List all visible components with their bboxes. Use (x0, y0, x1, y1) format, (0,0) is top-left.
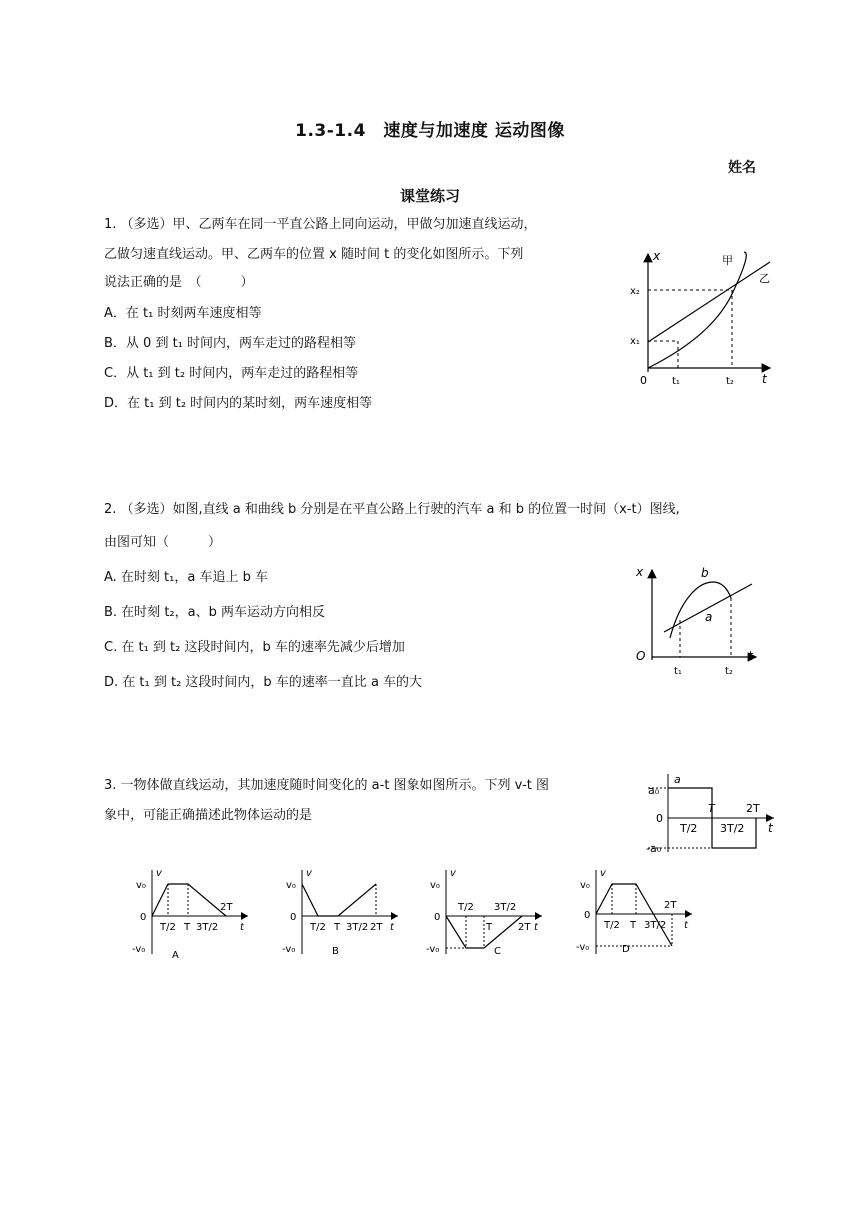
q1-t1-label: t₁ (672, 376, 680, 387)
vt-tick-T2: T/2 (310, 922, 326, 933)
vt-tick-3T2: 3T/2 (196, 922, 219, 933)
vt-v0-label: v₀ (580, 880, 590, 891)
page-title: 1.3-1.4 速度与加速度 运动图像 (295, 121, 565, 141)
q3-option-a-graph (130, 864, 260, 962)
vt-t-label: t (390, 922, 394, 933)
vt-option-label: C (494, 946, 501, 957)
q1-label-yi: 乙 (759, 272, 770, 285)
vt-t-label: t (684, 920, 688, 931)
q1-label-jia: 甲 (722, 254, 733, 267)
vt-v-label: v (600, 868, 606, 879)
q2-t2-label: t₂ (725, 666, 733, 677)
q1-stem-line-1: 1. （多选）甲、乙两车在同一平直公路上同向运动，甲做匀加速直线运动， (104, 217, 537, 232)
q3-at-x-label: t (768, 821, 773, 835)
vt-option-label: D (622, 944, 630, 955)
vt-option-label: A (172, 950, 179, 961)
vt-zero-label: 0 (434, 912, 441, 923)
vt-v0-label: v₀ (430, 880, 440, 891)
vt-v0-label: v₀ (286, 880, 296, 891)
q2-option-c: C. 在 t₁ 到 t₂ 这段时间内，b 车的速率先减少后增加 (104, 640, 405, 655)
q2-curve-b (670, 582, 731, 638)
q3-stem-line-2: 象中，可能正确描述此物体运动的是 (104, 808, 313, 823)
q3-option-d-graph (574, 864, 704, 962)
q1-origin: 0 (640, 374, 647, 387)
q3-at-y-label: a (674, 773, 681, 786)
vt-tick-3T2: 3T/2 (494, 902, 517, 913)
q1-stem-line-2: 乙做匀速直线运动。甲、乙两车的位置 x 随时间 t 的变化如图所示。下列 (104, 247, 524, 262)
q1-option-c: C．从 t₁ 到 t₂ 时间内，两车走过的路程相等 (104, 366, 359, 381)
q3-at-positive-segment (668, 788, 712, 818)
q1-x1-label: x₁ (630, 336, 640, 347)
q2-option-b: B. 在时刻 t₂，a、b 两车运动方向相反 (104, 605, 325, 620)
q2-label-b: b (701, 566, 709, 580)
vt-zero-label: 0 (290, 912, 297, 923)
q2-stem-line-1: 2. （多选）如图,直线 a 和曲线 b 分别是在平直公路上行驶的汽车 a 和 b 的位置一时间（x-t）图线, (104, 502, 680, 517)
vt-x-arrow (685, 910, 692, 918)
vt-line (302, 884, 376, 916)
vt-tick-T2: T/2 (458, 902, 474, 913)
vt-tick-2T: 2T (370, 922, 383, 933)
vt-t-label: t (534, 922, 538, 933)
q2-xt-graph (628, 560, 768, 682)
q2-origin: O (636, 649, 646, 663)
vt-tick-T: T (630, 920, 637, 931)
q3-at-3T2-label: 3T/2 (720, 822, 745, 835)
q1-option-a: A．在 t₁ 时刻两车速度相等 (104, 306, 262, 321)
q3-at-a0-label: a₀ (648, 784, 660, 797)
q1-x-label: t (762, 372, 767, 386)
vt-tick-2T: 2T (518, 922, 531, 933)
q3-at-neg-a0-label: -a₀ (646, 842, 662, 855)
vt-x-arrow (391, 912, 398, 920)
vt-neg-v0-label: -v₀ (132, 944, 146, 955)
q3-at-graph (642, 770, 782, 856)
q2-y-label: x (636, 565, 644, 579)
name-label: 姓名 (728, 160, 756, 176)
vt-neg-v0-label: -v₀ (282, 944, 296, 955)
vt-v-label: v (306, 868, 312, 879)
q1-t2-label: t₂ (726, 376, 734, 387)
section-title: 课堂练习 (399, 187, 460, 205)
q1-x2-label: x₂ (630, 286, 640, 297)
vt-t-label: t (240, 922, 244, 933)
q3-at-T-label: T (708, 802, 715, 815)
vt-neg-v0-label: -v₀ (426, 944, 440, 955)
vt-v-label: v (156, 868, 162, 879)
q1-option-b: B．从 0 到 t₁ 时间内，两车走过的路程相等 (104, 336, 357, 351)
q1-xt-graph (622, 244, 782, 394)
q1-line-yi (648, 262, 770, 342)
vt-x-arrow (241, 912, 248, 920)
vt-line (596, 884, 672, 946)
q2-line-a (664, 584, 752, 632)
vt-v-label: v (450, 868, 456, 879)
q2-x-label: t (748, 649, 753, 663)
vt-tick-2T: 2T (664, 900, 677, 911)
vt-tick-T2: T/2 (604, 920, 620, 931)
q3-option-b-graph (280, 864, 410, 962)
vt-line (152, 884, 226, 916)
q2-option-a: A. 在时刻 t₁，a 车追上 b 车 (104, 570, 268, 585)
vt-neg-v0-label: -v₀ (576, 942, 590, 953)
q3-at-zero-label: 0 (656, 812, 663, 825)
q3-option-c-graph (424, 864, 554, 962)
vt-tick-2T: 2T (220, 902, 233, 913)
q3-stem-line-1: 3. 一物体做直线运动，其加速度随时间变化的 a-t 图象如图所示。下列 v-t 图 (104, 778, 549, 793)
vt-tick-3T2: 3T/2 (644, 920, 667, 931)
q3-at-2T-label: 2T (746, 802, 760, 815)
q1-y-label: x (653, 249, 661, 263)
vt-tick-T: T (334, 922, 341, 933)
q2-stem-line-2: 由图可知（ ） (104, 535, 222, 550)
vt-zero-label: 0 (140, 912, 147, 923)
vt-option-label: B (332, 946, 339, 957)
vt-x-arrow (535, 912, 542, 920)
vt-v0-label: v₀ (136, 880, 146, 891)
q1-stem-line-3: 说法正确的是 （ ） (104, 275, 254, 290)
vt-tick-T: T (486, 922, 493, 933)
q2-t1-label: t₁ (674, 666, 682, 677)
q2-label-a: a (705, 610, 713, 624)
vt-tick-T2: T/2 (160, 922, 176, 933)
vt-zero-label: 0 (584, 910, 591, 921)
vt-tick-3T2: 3T/2 (346, 922, 369, 933)
vt-tick-T: T (184, 922, 191, 933)
q2-option-d: D. 在 t₁ 到 t₂ 这段时间内，b 车的速率一直比 a 车的大 (104, 675, 423, 690)
q1-option-d: D．在 t₁ 到 t₂ 时间内的某时刻，两车速度相等 (104, 396, 373, 411)
q3-at-T2-label: T/2 (680, 822, 698, 835)
